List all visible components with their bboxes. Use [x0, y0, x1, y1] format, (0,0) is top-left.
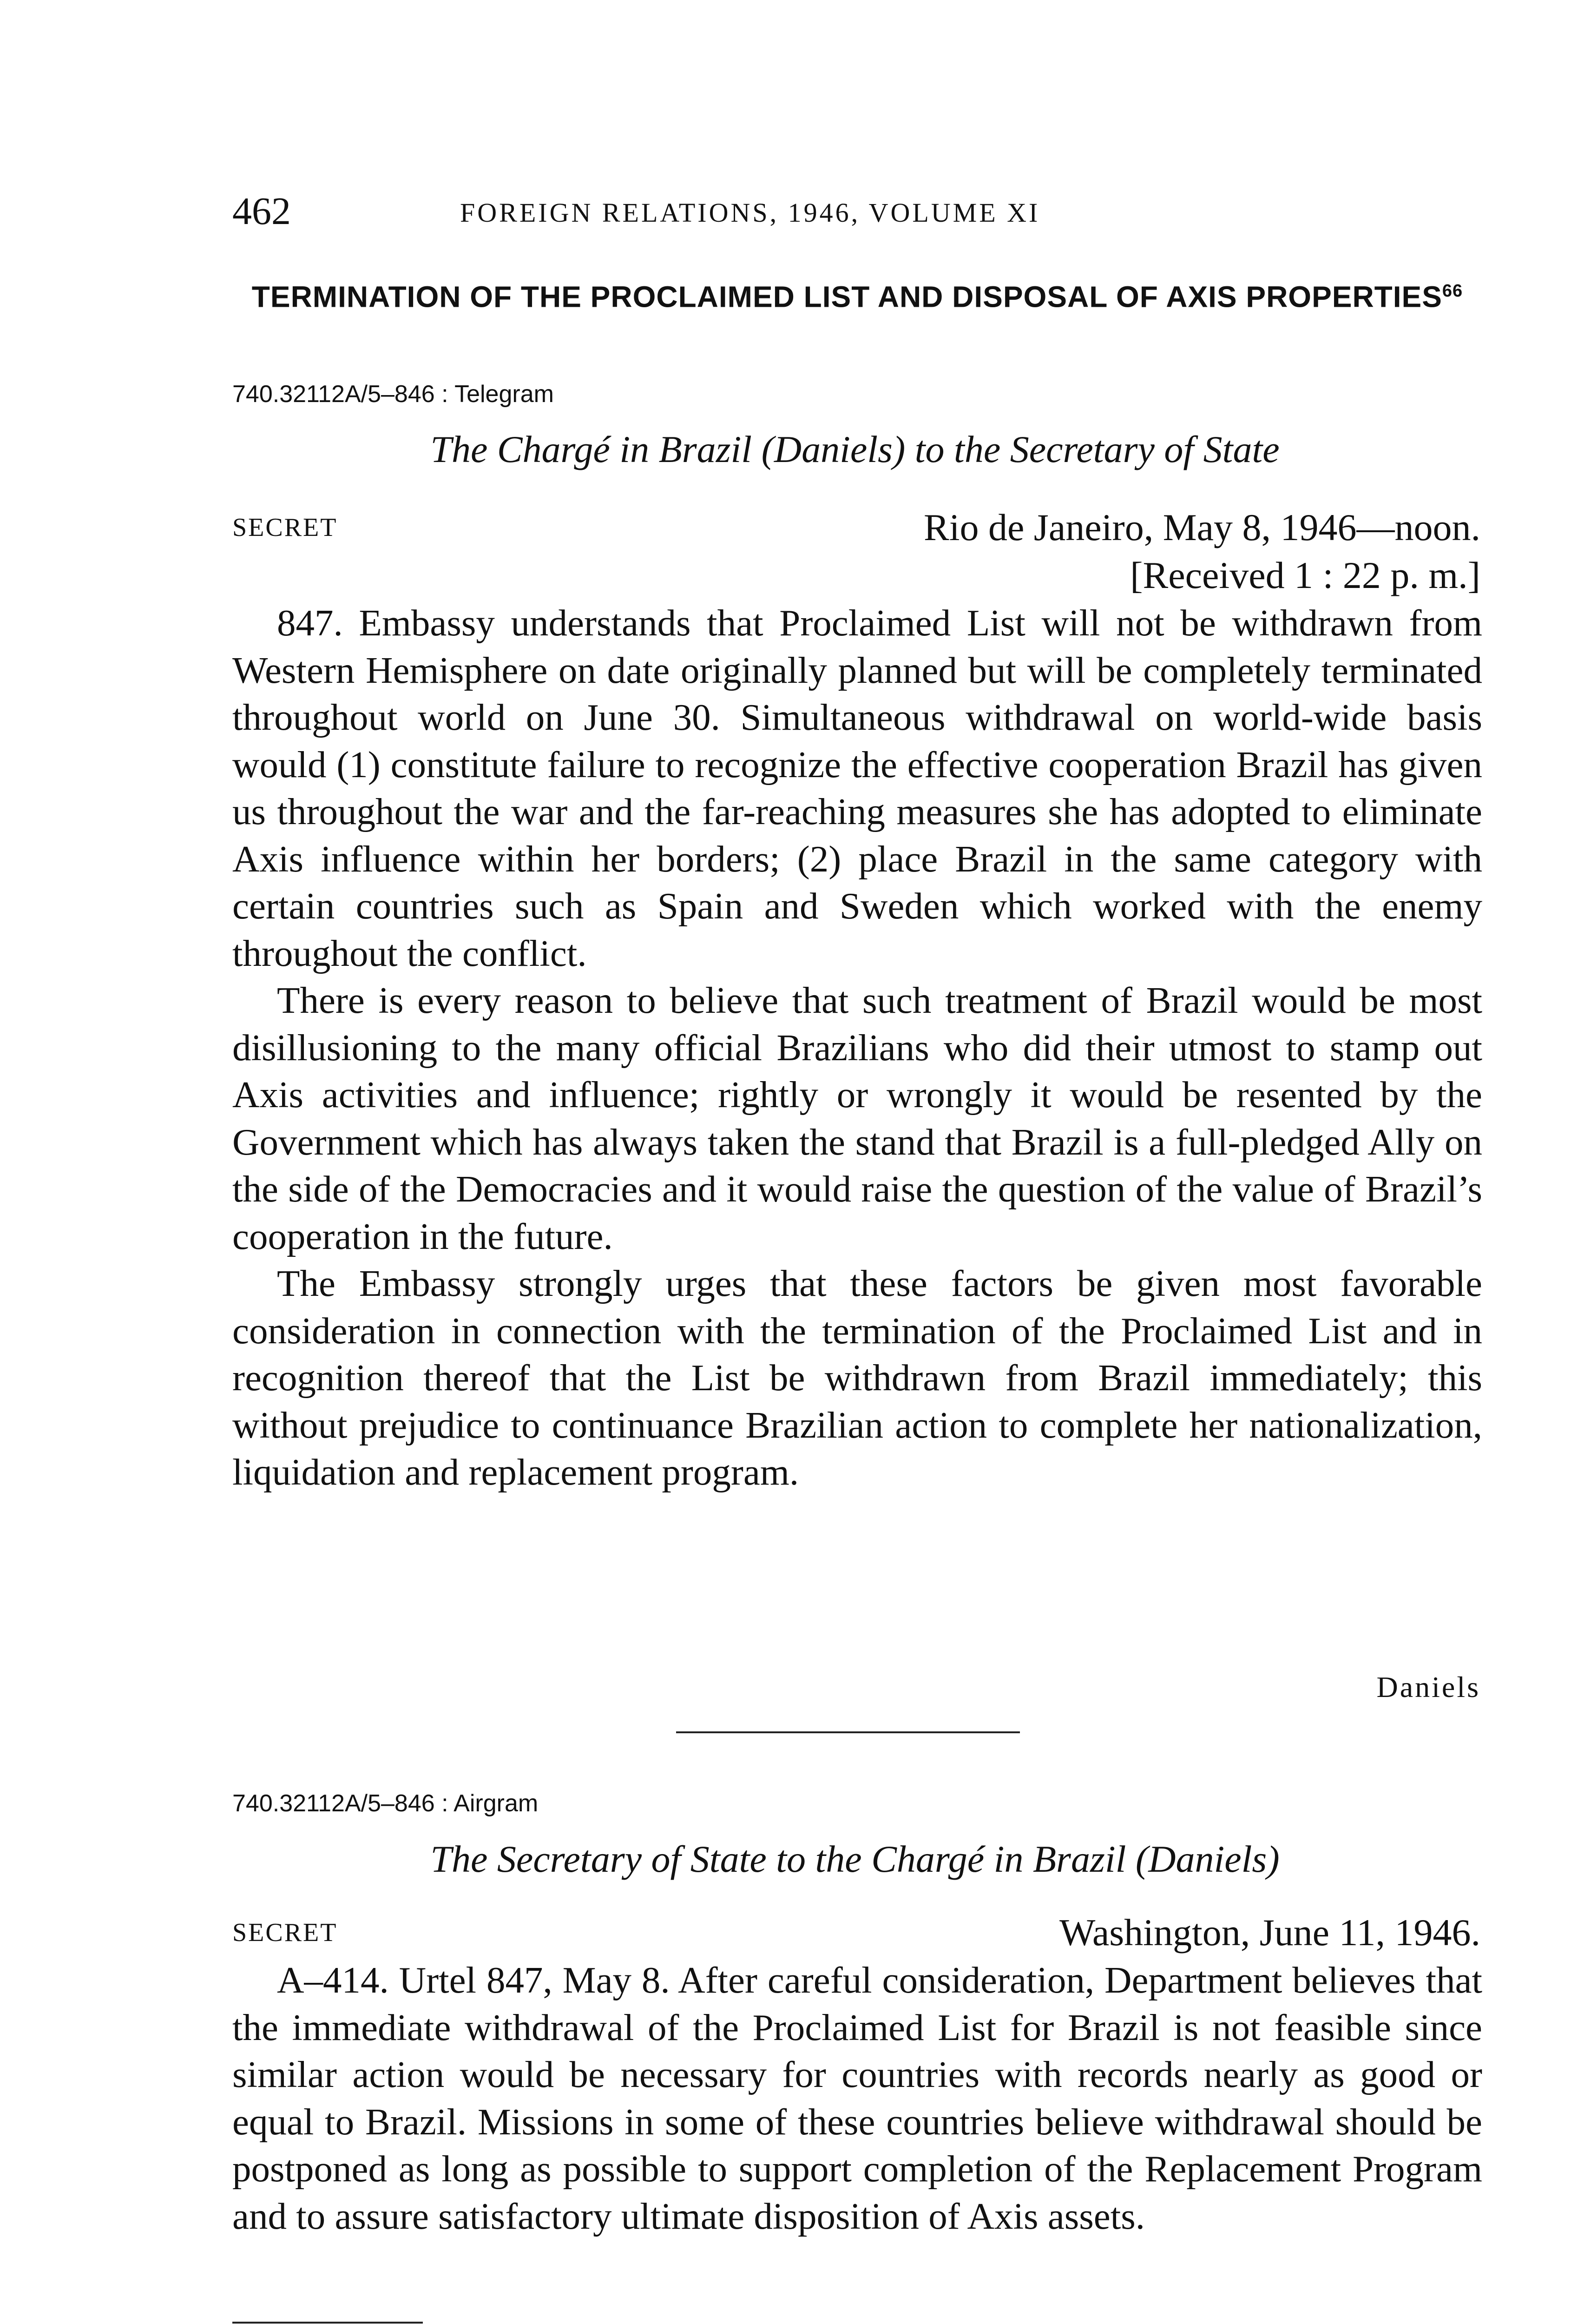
doc1-dateline: Rio de Janeiro, May 8, 1946—noon. — [924, 506, 1480, 548]
running-head: FOREIGN RELATIONS, 1946, VOLUME XI — [460, 198, 1040, 228]
doc1-classification: SECRET — [232, 513, 338, 542]
section-title-text: TERMINATION OF THE PROCLAIMED LIST AND DISPOSAL OF AXIS PROPERTIES — [251, 280, 1442, 314]
doc2-classification: SECRET — [232, 1918, 338, 1947]
section-divider — [676, 1731, 1020, 1733]
doc1-paragraph: The Embassy strongly urges that these factors be given most favorable consideration in connection with the termination of the Proclaimed List and in recognition thereof that the List be withdrawn from Brazil immediately; this without prejudice to continuance Brazilian action to complete her nationalization, liquidation and replacement program. — [232, 1262, 1482, 1493]
doc2-title: The Secretary of State to the Chargé in Brazil (Daniels) — [430, 1838, 1280, 1880]
page-header — [232, 186, 1478, 237]
doc2-body — [232, 1957, 1482, 2240]
doc2-file-reference: 740.32112A/5–846 : Airgram — [232, 1790, 539, 1817]
section-footnote-marker: 66 — [1442, 281, 1463, 301]
doc1-signature: Daniels — [1376, 1670, 1480, 1703]
page-number: 462 — [232, 190, 291, 233]
doc2-dateline: Washington, June 11, 1946. — [1059, 1911, 1480, 1954]
doc1-received: [Received 1 : 22 p. m.] — [1130, 554, 1480, 596]
doc1-file-reference: 740.32112A/5–846 : Telegram — [232, 381, 554, 408]
footnote-divider — [232, 2322, 423, 2324]
doc1-title: The Chargé in Brazil (Daniels) to the Secretary of State — [430, 428, 1280, 470]
doc1-body — [232, 600, 1482, 1496]
doc2-paragraph: A–414. Urtel 847, May 8. After careful consideration, Department believes that the immediate withdrawal of the Proclaimed List for Brazil is not feasible since similar action would be necessary for countries with records nearly as good or equal to Brazil. Missions in some of these countries believe withdrawal should be postponed as long as possible to support completion of the Replacement Program and to assure satisfactory ultimate disposition of Axis assets. — [232, 1959, 1482, 2237]
doc1-paragraph: There is every reason to believe that such treatment of Brazil would be most disillusioning to the many official Brazilians who did their utmost to stamp out Axis activities and influence; rightly or wrongly it would be resented by the Government which has always taken the stand that Brazil is a full-pledged Ally on the side of the Democracies and it would raise the question of the value of Brazil’s cooperation in the future. — [232, 979, 1482, 1257]
doc1-paragraph: 847. Embassy understands that Proclaimed List will not be withdrawn from Western Hemisphere on date originally planned but will be completely terminated throughout world on June 30. Simultaneous withdrawal on world-wide basis would (1) constitute failure to recognize the effective cooperation Brazil has given us throughout the war and the far-reaching measures she has adopted to eliminate Axis influence within her borders; (2) place Brazil in the same category with certain countries such as Spain and Sweden which worked with the enemy throughout the conflict. — [232, 602, 1482, 974]
section-title — [232, 270, 1482, 318]
